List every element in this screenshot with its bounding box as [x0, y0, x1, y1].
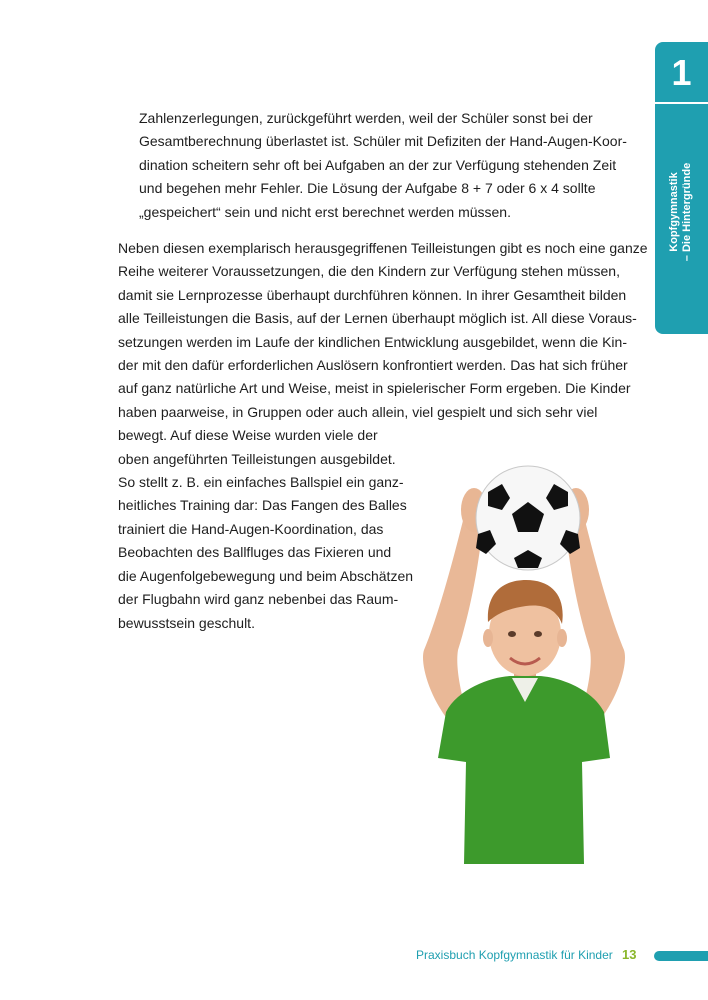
text-line: „gespeichert“ sein und nicht erst berechnet werden müssen.: [139, 203, 511, 220]
paragraph-continued: [139, 107, 627, 224]
text-line: heitliches Training dar: Das Fangen des Balles: [118, 497, 407, 514]
text-line: dination scheitern sehr oft bei Aufgaben an der zur Verfügung stehenden Zeit: [139, 156, 617, 173]
chapter-label-line2: – Die Hintergründe: [681, 162, 693, 262]
footer-title: Praxisbuch Kopfgymnastik für Kinder: [416, 948, 613, 962]
tab-divider: [655, 102, 708, 104]
chapter-tab: [655, 42, 708, 334]
text-line: Gesamtberechnung überlastet ist. Schüler mit Defiziten der Hand-Augen-Koor-: [139, 133, 627, 150]
text-line: trainiert die Hand-Augen-Koordination, das: [118, 520, 384, 537]
text-line: die Augenfolgebewegung und beim Abschätzen: [118, 567, 414, 584]
text-line: So stellt z. B. ein einfaches Ballspiel ein ganz-: [118, 474, 404, 491]
page-number: 13: [622, 947, 637, 962]
chapter-number: 1: [671, 52, 692, 93]
text-line: bewegt. Auf diese Weise wurden viele der: [118, 427, 378, 444]
text-line: haben paarweise, in Gruppen oder auch allein, viel gespielt und sich sehr viel: [118, 403, 598, 420]
boy-with-ball-photo: [418, 462, 630, 864]
text-line: und begehen mehr Fehler. Die Lösung der Aufgabe 8 + 7 oder 6 x 4 sollte: [139, 180, 596, 197]
text-line: bewusstsein geschult.: [118, 614, 255, 631]
text-line: der mit den dafür erforderlichen Auslösern konfrontiert werden. Das hat sich früher: [118, 357, 628, 374]
text-line: Beobachten des Ballfluges das Fixieren und: [118, 544, 392, 561]
text-line: auf ganz natürliche Art und Weise, meist in spielerischer Form ergeben. Die Kinder: [118, 380, 631, 397]
chapter-label: [668, 163, 694, 261]
text-line: oben angeführten Teilleistungen ausgebildet.: [118, 450, 396, 467]
text-line: der Flugbahn wird ganz nebenbei das Raum-: [118, 591, 399, 608]
text-line: setzungen werden im Laufe der kindlichen Entwicklung ausgebildet, wenn die Kin-: [118, 333, 627, 350]
footer-bar: [654, 951, 708, 961]
text-line: Reihe weiterer Voraussetzungen, die den Kindern zur Verfügung stehen müssen,: [118, 263, 620, 280]
text-line: damit sie Lernprozesse überhaupt durchführen können. In ihrer Gesamtheit bilden: [118, 286, 627, 303]
football-icon: [476, 466, 580, 570]
text-line: Neben diesen exemplarisch herausgegriffenen Teilleistungen gibt es noch eine ganze: [118, 240, 648, 256]
text-line: alle Teilleistungen die Basis, auf der Lernen überhaupt möglich ist. All diese Voraus-: [118, 310, 637, 327]
chapter-label-line1: Kopfgymnastik: [668, 172, 680, 252]
text-line: Zahlenzerlegungen, zurückgeführt werden, weil der Schüler sonst bei der: [139, 110, 593, 126]
